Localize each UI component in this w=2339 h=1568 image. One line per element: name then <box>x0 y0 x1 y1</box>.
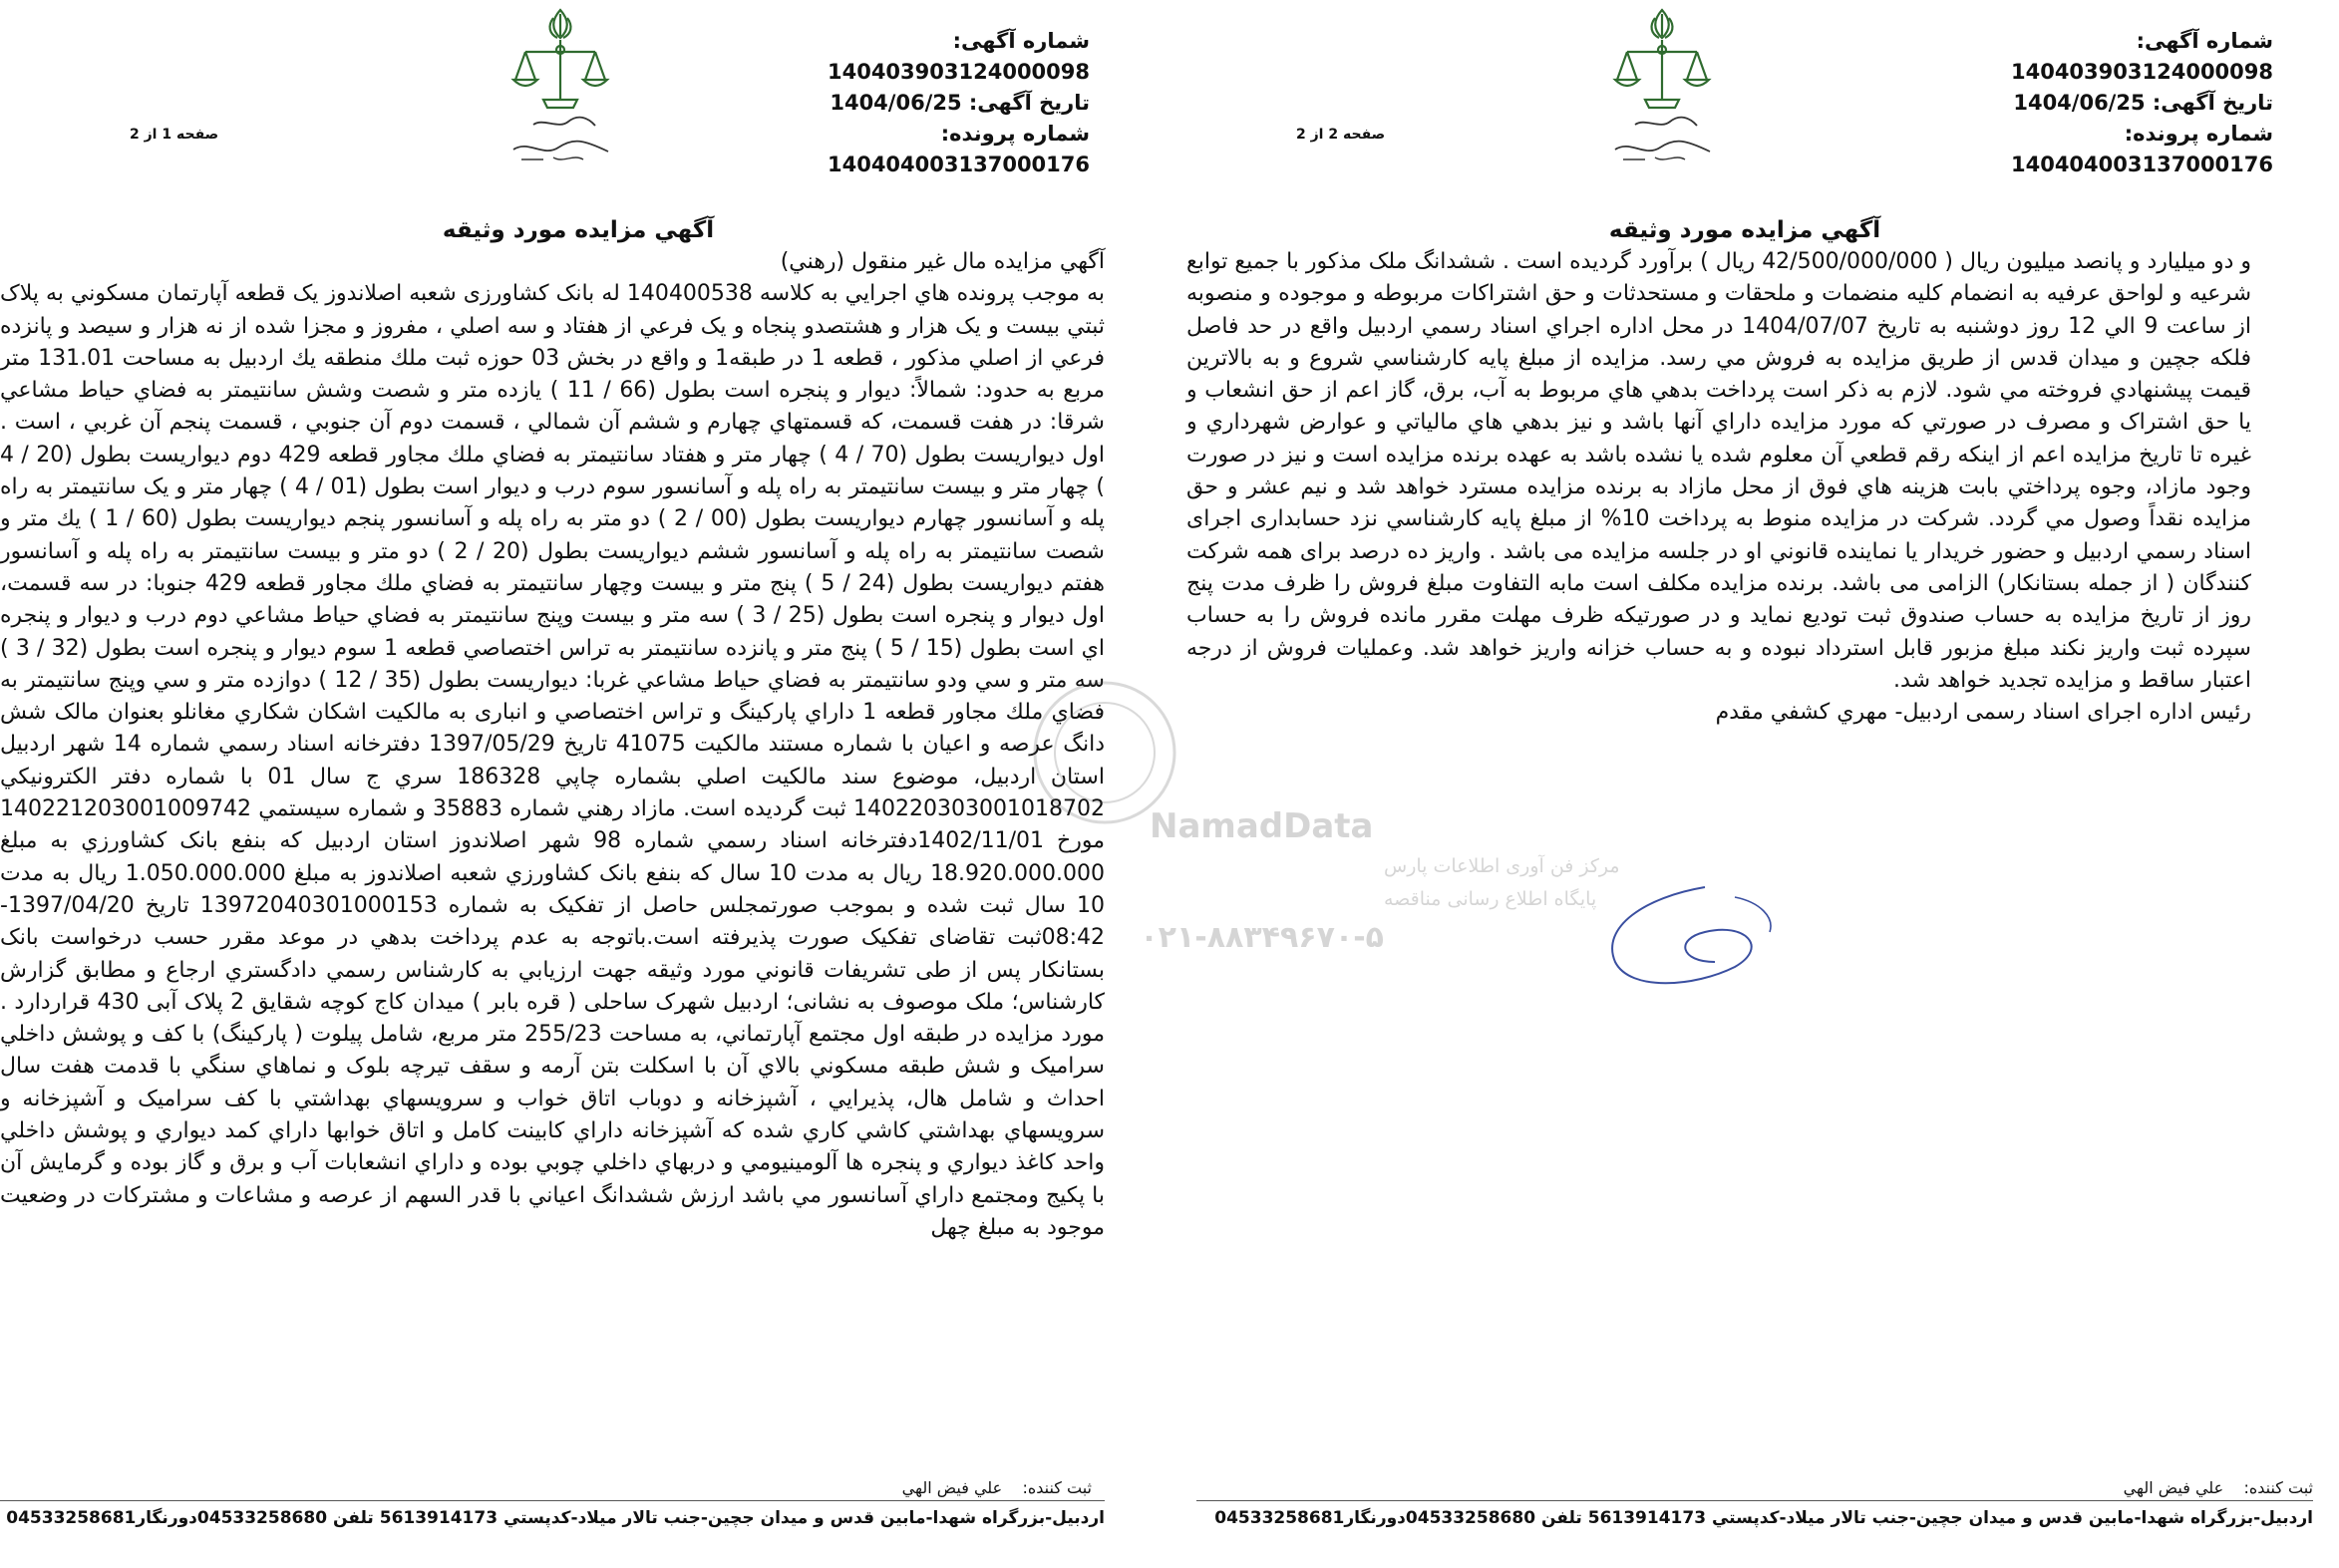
ad-meta <box>746 26 1090 180</box>
watermark-phone: ۰۲۱-۸۸۳۴۹۶۷۰-۵ <box>1140 920 1384 955</box>
notice-text: به موجب پرونده هاي اجرايي به کلاسه 140400538 له بانک کشاورزی شعبه اصلاندوز یک قطعه آپارتمان مسکوني به پلاک ثبتي بيست و يک هزار و هشتصدو پنجاه و يک فرعي از هفتاد و سه اصلي ، مفروز و مجزا شده از نه هزار و سيصد و پانزده فرعي از اصلي مذکور ، قطعه 1 در طبقه1 و واقع در بخش 03 حوزه ثبت ملك منطقه يك اردبيل به مساحت 131.01 متر مربع به حدود: شمالاً: ديوار و پنجره است بطول (66 / 11 ) يازده متر و شصت وشش سانتيمتر به فضاي حياط مشاعي شرقا: در هفت قسمت، كه قسمتهاي چهارم و ششم آن شمالي ، قسمت دوم آن جنوبي ، قسمت پنجم آن غربي ، است . اول ديواريست بطول (70 / 4 ) چهار متر و هفتاد سانتيمتر به فضاي ملك مجاور قطعه 429 دوم ديواريست بطول (20 / 4 ) چهار متر و بيست سانتيمتر به راه پله و آسانسور سوم درب و ديوار است بطول (01 / 4 ) چهار متر و يک سانتيمتر به راه پله و آسانسور چهارم ديواريست بطول (00 / 2 ) دو متر به راه پله و آسانسور پنجم ديواريست بطول (60 / 1 ) يك متر و شصت سانتيمتر به راه پله و آسانسور ششم ديواريست بطول (20 / 2 ) دو متر و بيست سانتيمتر به راه پله و آسانسور هفتم ديواريست بطول (24 / 5 ) پنج متر و بيست وچهار سانتيمتر به فضاي ملك مجاور قطعه 429 جنوبا: در سه قسمت، اول ديوار و پنجره است بطول (25 / 3 ) سه متر و بيست وپنج سانتيمتر به فضاي حياط مشاعي دوم درب و ديوار و پنجره اي است بطول (15 / 5 ) پنج متر و پانزده سانتيمتر به تراس اختصاصي قطعه 1 سوم ديوار و پنجره است بطول (32 / 3 ) سه متر و سي ودو سانتيمتر به فضاي حياط مشاعي غربا: ديواريست بطول (35 / 12 ) دوازده متر و سي وپنج سانتيمتر به فضاي ملك مجاور قطعه 1 داراي پارکينگ و تراس اختصاصي و انباری به مالکيت اشکان شکاري مغانلو بعنوان مالک شش دانگ عرصه و اعيان با شماره مستند مالکيت 41075 تاريخ 1397/05/29 دفترخانه اسناد رسمي شماره 14 شهر اردبيل استان اردبيل، موضوع سند مالکيت اصلي بشماره چاپي 186328 سري ج سال 01 با شماره دفتر الكترونيكي 140220303001018702 ثبت گرديده است. مازاد رهني شماره 35883 و شماره سيستمي 140221203001009742 مورخ 1402/11/01دفترخانه اسناد رسمي شماره 98 شهر اصلاندوز استان اردبيل كه بنفع بانک کشاورزي به مبلغ 18.920.000.000 ريال به مدت 10 سال که بنفع بانک کشاورزي شعبه اصلاندوز به مبلغ 1.050.000.000 ريال به مدت 10 سال ثبت شده و بموجب صورتمجلس حاصل از تفکيک به شماره 13972040301000153 تاريخ 1397/04/20-08:42ثبت تقاضاى تفکيک صورت پذيرفته است.باتوجه به عدم پرداخت بدهي در موعد مقرر حسب درخواست بانک بستانکار پس از طی تشریفات قانوني مورد وثيقه جهت ارزيابي به کارشناس رسمي دادگستري ارجاع و مطابق گزارش کارشناس؛ ملک موصوف به نشانی؛ اردبیل شهرک ساحلی ( قره بابر ) میدان کاج کوچه شقایق 2 پلاک آبی 430 قراردارد . مورد مزايده در طبقه اول مجتمع آپارتماني، به مساحت 255/23 متر مربع، شامل پيلوت ( پارکينگ) با کف و پوشش داخلي سراميک و شش طبقه مسکوني بالاي آن با اسکلت بتن آرمه و سقف تيرچه بلوک و نماهاي سنگي با قدمت هفت سال احداث و شامل هال، پذيرايي ، آشپزخانه و دوباب اتاق خواب و سرويسهاي بهداشتي با کف سراميک و آشپزخانه و سرويسهاي بهداشتي کاشي کاري شده که آشپزخانه داراي کابينت کامل و اتاق خوابها داراي کمد ديواري و پوشش داخلي واحد کاغذ ديواري و پنجره ها آلومينيومي و دربهاي داخلي چوبي بوده و داراي انشعابات آب و برق و گاز بوده و گرمايش آن با پکيج ومجتمع داراي آسانسور مي باشد ارزش ششدانگ اعياني با قدر السهم از عرصه و مشاعات و مشترکات در وضعيت موجود به مبلغ چهل <box>0 281 1106 1240</box>
notice-body <box>1186 246 2251 729</box>
ad-number-row: شماره آگهی: 140403903124000098 <box>2010 29 2273 84</box>
page-number: صفحه 1 از 2 <box>130 127 219 143</box>
notice-body <box>0 246 1105 1244</box>
file-number-row: شماره پرونده: 140404003137000176 <box>2010 122 2273 176</box>
page-number: صفحه 2 از 2 <box>1296 127 1386 143</box>
notice-text: و دو ميليارد و پانصد ميليون ريال ( 42/500/000/000 ريال ) برآورد گرديده است . ششدانگ ملک مذکور با جميع توابع شرعيه و لواحق عرفيه به انضمام کليه منضمات و ملحقات و مستحدثات و حق اشتراکات مربوطه و موجوده و منصوبه از ساعت 9 الي 12 روز دوشنبه به تاريخ 1404/07/07 در محل اداره اجراي اسناد رسمي اردبيل واقع در حد فاصل فلکه جچين و ميدان قدس از طريق مزايده به فروش مي رسد. مزايده از مبلغ پايه کارشناسي شروع و به بالاترين قيمت پيشنهادي فروخته مي شود. لازم به ذکر است پرداخت بدهي هاي مربوط به آب، برق، گاز اعم از حق انشعاب و يا حق اشتراک و مصرف در صورتي که مورد مزايده داراي آنها باشد و نيز بدهي هاي مالياتي و عوارض شهرداري و غيره تا تاريخ مزايده اعم از اينکه رقم قطعي آن معلوم شده يا نشده باشد به عهده برنده مزايده است و نيز در صورت وجود مازاد، وجوه پرداختي بابت هزينه هاي فوق از محل مازاد به برنده مزايده مسترد خواهد شد و نيم عشر و حق مزايده نقداً وصول مي گردد. شرکت در مزايده منوط به پرداخت 10% از مبلغ پايه کارشناسي نزد حسابداری اجرای اسناد رسمي اردبيل و حضور خريدار يا نماينده قانوني او در جلسه مزايده می باشد . واریز ده درصد برای همه شرکت کنندگان ( از جمله بستانکار) الزامی می باشد. برنده مزايده مکلف است مابه التفاوت مبلغ فروش را ظرف مدت پنج روز از تاريخ مزايده به حساب صندوق ثبت توديع نمايد و در صورتيکه ظرف مهلت مقرر مانده فروش را به حساب سپرده ثبت واريز نکند مبلغ مزبور قابل استرداد نبوده و به حساب خزانه واريز خواهد شد. وعمليات فروش از درجه اعتبار ساقط و مزايده تجديد خواهد شد. <box>1186 249 2251 693</box>
signatory-line: رئيس اداره اجرای اسناد رسمی اردبیل- مهري کشفي مقدم <box>1715 700 2251 726</box>
ad-date-row: تاریخ آگهی: 1404/06/25 <box>830 91 1090 115</box>
page-title: آگهي مزايده مورد وثيقه <box>1608 217 1881 243</box>
footer-address: اردبيل-بزرگراه شهدا-مابين قدس و ميدان جچين-جنب تالار ميلاد-کدپستي 5613914173 تلفن 04533258680دورنگار04533258681 <box>1214 1508 2313 1528</box>
ad-number: 140403903124000098 <box>2010 60 2273 84</box>
judiciary-emblem-icon <box>503 0 618 179</box>
registrar-name: علي فيض الهي <box>2123 1478 2224 1497</box>
page-1 <box>0 0 1127 1568</box>
footer-address: اردبيل-بزرگراه شهدا-مابين قدس و ميدان جچين-جنب تالار ميلاد-کدپستي 5613914173 تلفن 04533258680دورنگار04533258681 <box>6 1508 1105 1528</box>
notice-subheading: آگهي مزايده مال غير منقول (رهني) <box>780 249 1105 274</box>
watermark-line1: مرکز فن آوری اطلاعات پارس <box>1384 855 1620 877</box>
watermark-line2: پایگاه اطلاع رسانی مناقصه <box>1384 888 1597 910</box>
ad-date: 1404/06/25 <box>2013 91 2146 115</box>
ad-number-row: شماره آگهی: 140403903124000098 <box>827 29 1090 84</box>
ad-number: 140403903124000098 <box>827 60 1090 84</box>
file-number: 140404003137000176 <box>2010 153 2273 176</box>
signature <box>1585 867 1785 1007</box>
footer-divider <box>1196 1500 2313 1501</box>
registrar: ثبت کننده: علي فيض الهي <box>2123 1478 2313 1497</box>
file-number: 140404003137000176 <box>827 153 1090 176</box>
footer-divider <box>0 1500 1105 1501</box>
watermark <box>1015 658 1620 957</box>
judiciary-emblem-icon <box>1605 0 1720 179</box>
watermark-brand: NamadData <box>1150 806 1374 846</box>
registrar: ثبت کننده: علي فيض الهي <box>901 1478 1092 1497</box>
ad-date: 1404/06/25 <box>830 91 962 115</box>
file-number-row: شماره پرونده: 140404003137000176 <box>827 122 1090 176</box>
registrar-name: علي فيض الهي <box>901 1478 1003 1497</box>
page-title: آگهي مزايده مورد وثيقه <box>442 217 715 243</box>
ad-date-row: تاریخ آگهی: 1404/06/25 <box>2013 91 2273 115</box>
ad-meta <box>1904 26 2273 180</box>
